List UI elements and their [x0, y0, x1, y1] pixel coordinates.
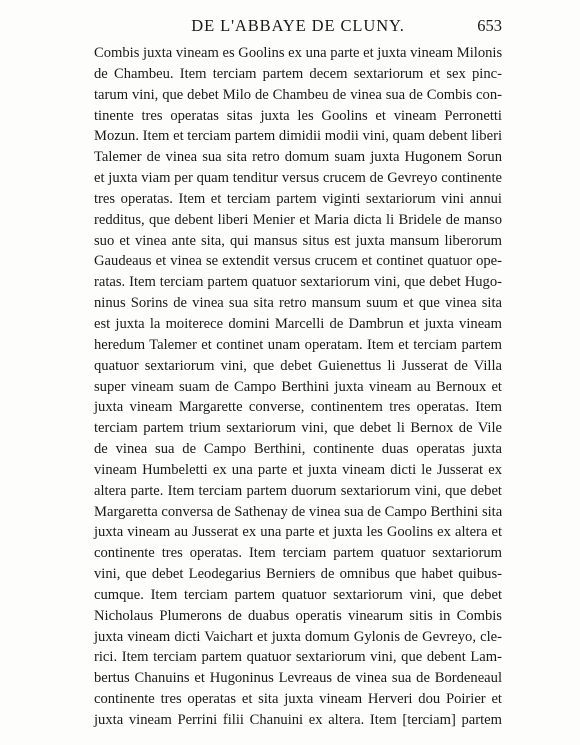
text-line: et juxta viam per quam tenditur versus crucem de Gevreyo continente: [94, 170, 502, 187]
text-line: juxta vineam Perrini filii Chanuini ex altera. Item [terciam] partem: [94, 712, 502, 728]
text-line: juxta vineam au Jusserat ex una parte et juxta les Goolins ex altera et: [94, 524, 502, 541]
page-number: 653: [477, 16, 502, 35]
text-line: est juxta la moiterece domini Marcelli de Dambrun et juxta vineam: [94, 315, 502, 332]
text-line: vineam Humbeletti ex una parte et juxta vineam dicti le Jusserat ex: [94, 461, 502, 478]
text-line: ninus Sorins de vinea sua sita retro mansum suum et que vinea sita: [94, 295, 502, 312]
text-line: de Chambeu. Item terciam partem decem sextariorum et sex pinc-: [94, 65, 502, 82]
text-line: bertus Chanuins et Hugoninus Levreaus de vinea sua de Bordeneaul: [94, 670, 502, 687]
text-line: vini, que debet Leodegarius Berniers de omnibus que habet quibus-: [94, 566, 502, 583]
text-line: continente tres operatas. Item terciam partem quatuor sextariorum: [94, 545, 502, 562]
text-line: rici. Item terciam partem quatuor sextariorum vini, que debent Lam-: [94, 649, 502, 666]
text-line: tres operatas. Item et terciam partem viginti sextariorum vini annui: [94, 190, 502, 207]
text-line: juxta vineam dicti Vaichart et juxta domum Gylonis de Gevreyo, cle-: [94, 628, 502, 645]
text-line: heredum Talemer et continet unam operatam. Item et terciam partem: [94, 336, 502, 353]
text-line: altera parte. Item terciam partem duorum sextariorum vini, que debet: [94, 482, 502, 499]
text-line: ratas. Item terciam partem quatuor sextariorum vini, que debet Hugo-: [94, 274, 502, 291]
text-line: tarum vini, que debet Milo de Chambeu de vinea sua de Combis con-: [94, 86, 502, 103]
text-line: Mozun. Item et terciam partem dimidii modii vini, quam debent liberi: [94, 128, 502, 145]
running-title: DE L'ABBAYE DE CLUNY.: [191, 16, 405, 35]
text-line: Margaretta conversa de Sathenay de vinea sua de Campo Berthini sita: [94, 503, 503, 520]
text-line: suo et vinea ante sita, qui mansus situs est juxta mansum liberorum: [94, 232, 502, 249]
text-line: redditus, que debent liberi Menier et Maria dicta li Bridele de manso: [94, 211, 502, 228]
text-line: Combis juxta vineam es Goolins ex una parte et juxta vineam Milonis: [94, 45, 503, 61]
text-line: continente tres operatas et sita juxta vineam Herveri dou Poirier et: [94, 691, 502, 708]
text-line: tinente tres operatas sitas juxta les Goolins et vineam Perronetti: [94, 107, 502, 124]
text-line: quatuor sextariorum vini, que debet Guienettus li Jusserat de Villa: [94, 357, 502, 374]
text-line: terciam partem trium sextariorum vini, que debet li Bernox de Vile: [94, 420, 502, 437]
text-line: juxta vineam Margarette converse, continentem tres operatas. Item: [94, 399, 502, 416]
text-line: cumque. Item terciam partem quatuor sextariorum vini, que debet: [94, 586, 502, 603]
text-line: de vinea sua de Campo Berthini, continente duas operatas juxta: [94, 441, 502, 458]
text-line: Nicholaus Plumerons de duabus operatis vinearum sitis in Combis: [94, 607, 502, 624]
running-head: [94, 16, 502, 40]
text-line: Talemer de vinea sua sita retro domum suam juxta Hugonem Sorun: [94, 149, 502, 166]
text-line: Gaudeaus et vinea se extendit versus crucem et continet quatuor ope-: [94, 253, 502, 270]
body-text: [94, 43, 502, 731]
text-line: super vineam suam de Campo Berthini juxta vineam au Bernoux et: [94, 378, 502, 395]
